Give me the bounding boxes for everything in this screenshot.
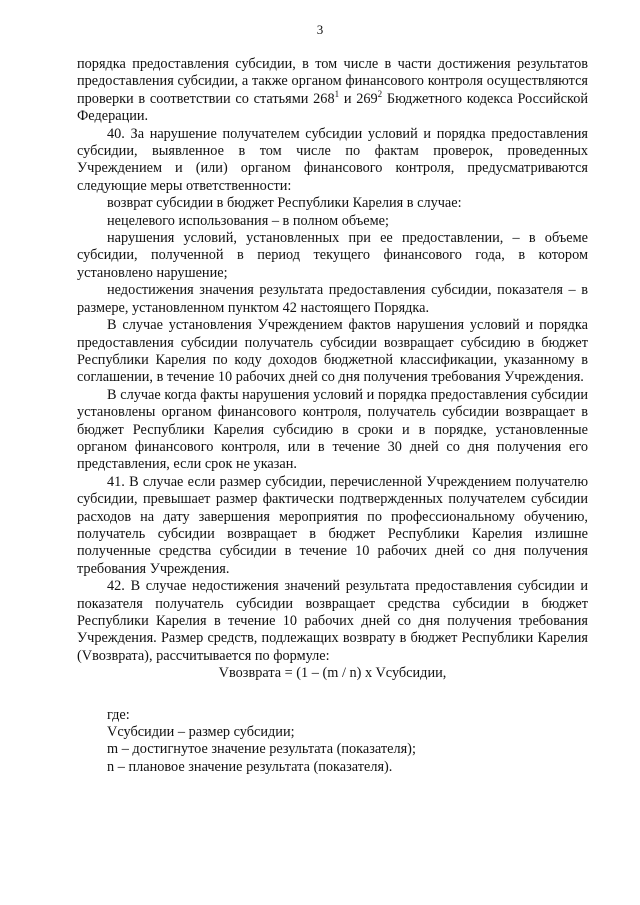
legend-n: n – плановое значение результата (показателя). <box>107 758 393 775</box>
paragraph-40-f: В случае когда факты нарушения условий и порядка предоставления субсидии установлены органом финансового контроля, получатель субсидии возвращает в бюджет Республики Карелия субсидию в сроки и в порядке, установленные органом финансового контроля, или в течение 30 дней со дня получения его представления, если срок не указан. <box>77 386 588 473</box>
intro-mid: и 269 <box>339 90 378 107</box>
formula: Vвозврата = (1 – (m / n) x Vсубсидии, <box>218 665 447 682</box>
intro-tail: Бюджетного кодекса Российской Федерации. <box>77 90 589 125</box>
superscript-2: 2 <box>377 89 383 100</box>
page-number: 3 <box>316 22 324 37</box>
paragraph-40-a: возврат субсидии в бюджет Республики Карелия в случае: <box>107 195 462 212</box>
paragraph-40-e: В случае установления Учреждением фактов нарушения условий и порядка предоставления субсидии получатель субсидии возвращает субсидию в бюджет Республики Карелия по коду доходов бюджетной классификации, указанному в соглашении, в течение 10 рабочих дней со дня получения требования Учреждения. <box>77 317 588 386</box>
paragraph-40-b: нецелевого использования – в полном объеме; <box>107 212 389 229</box>
paragraph-42: 42. В случае недостижения значений результата предоставления субсидии и показателя получатель субсидии возвращает средства субсидии в бюджет Республики Карелия в течение 10 рабочих дней со дня получения требования Учреждения. Размер средств, подлежащих возврату в бюджет Республики Карелия (Vвозврата), рассчитывается по формуле: <box>77 578 588 664</box>
paragraph-40-c: нарушения условий, установленных при ее предоставлении, – в объеме субсидии, полученной в период текущего финансового года, в котором установлено нарушение; <box>77 230 588 281</box>
paragraph-40: 40. За нарушение получателем субсидии условий и порядка предоставления субсидии, выявленное в том числе по фактам проверок, проведенных Учреждением и (или) органом финансового контроля, предусматриваются следующие меры ответственности: <box>77 125 588 194</box>
paragraph-intro <box>77 56 588 126</box>
superscript-1: 1 <box>334 89 340 100</box>
paragraph-41: 41. В случае если размер субсидии, перечисленной Учреждением получателю субсидии, превышает размер фактически подтвержденных получателем субсидии расходов на дату завершения мероприятия по профессиональному обучению, получатель субсидии возвращает в бюджет Республики Карелия излишне полученные средства субсидии в течение 10 рабочих дней со дня получения требования Учреждения. <box>77 473 588 577</box>
document-body <box>77 56 588 776</box>
legend-v-subsidy: Vсубсидии – размер субсидии; <box>107 724 295 741</box>
paragraph-40-d: недостижения значения результата предоставления субсидии, показателя – в размере, установленном пунктом 42 настоящего Порядка. <box>77 282 588 316</box>
intro-text: порядка предоставления субсидии, в том числе в части достижения результатов предоставления субсидии, а также органом финансового контроля осуществляются проверки в соответствии со статьями 268 <box>77 56 588 107</box>
legend-m: m – достигнутое значение результата (показателя); <box>107 741 416 758</box>
legend-where: где: <box>107 706 130 723</box>
